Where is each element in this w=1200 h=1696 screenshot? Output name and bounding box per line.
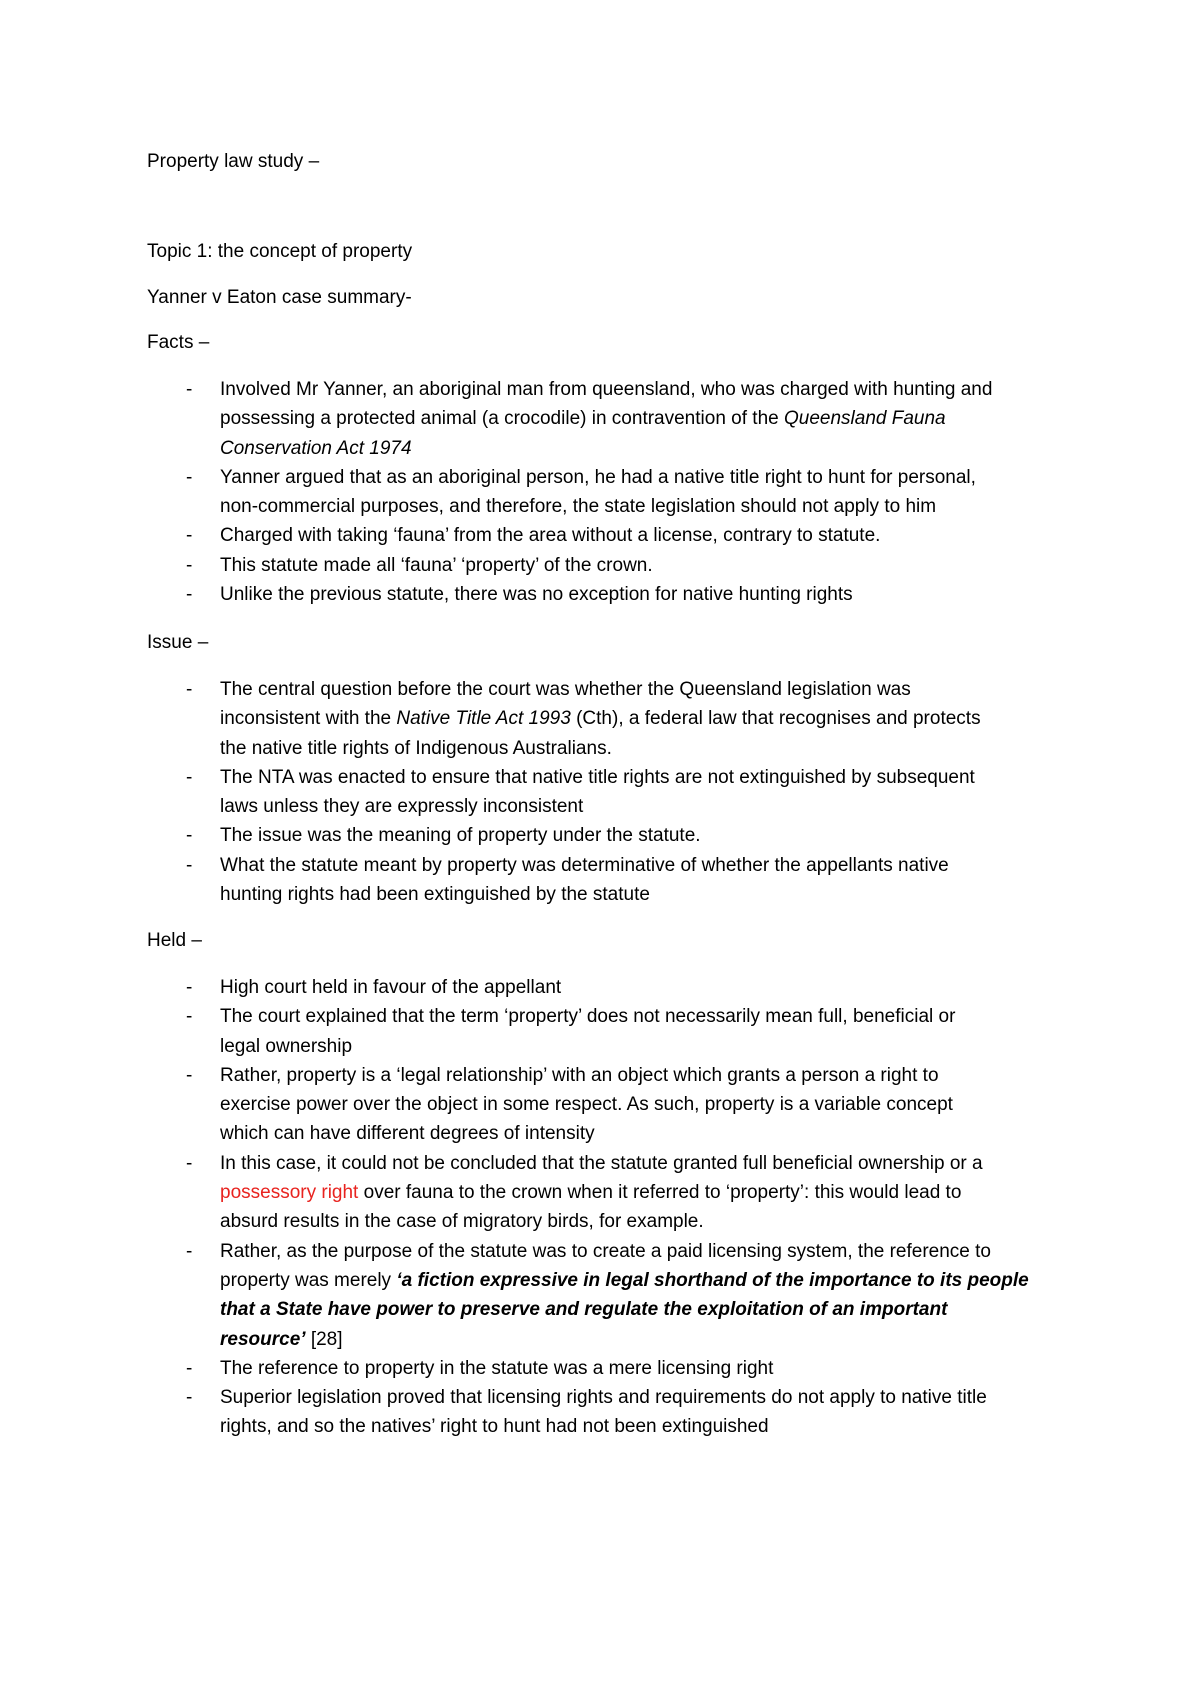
bullet-dash: - xyxy=(186,825,193,847)
issue-list xyxy=(0,675,1200,909)
highlighted-term: possessory right xyxy=(220,1182,359,1204)
list-item: - The central question before the court was whether the Queensland legislation was inconsistent with the Native Title Act 1993 (Cth), a federal law that recognises and protects the native title rights of Indigenous Australians. xyxy=(0,675,1200,763)
bullet-dash: - xyxy=(186,1387,193,1409)
facts-list xyxy=(0,375,1200,609)
document-title: Property law study – xyxy=(147,151,320,172)
list-item: - Unlike the previous statute, there was no exception for native hunting rights xyxy=(0,580,1200,609)
list-item: - Charged with taking ‘fauna’ from the area without a license, contrary to statute. xyxy=(0,521,1200,550)
quote: that a State have power to preserve and regulate the exploitation of an important xyxy=(220,1299,948,1321)
bullet-dash: - xyxy=(186,379,193,400)
bullet-dash: - xyxy=(186,1006,193,1028)
bullet-dash: - xyxy=(186,1357,193,1379)
case-heading: Yanner v Eaton case summary- xyxy=(147,287,412,308)
list-item: - What the statute meant by property was determinative of whether the appellants native hunting rights had been extinguished by the statute xyxy=(0,851,1200,910)
list-item: - Superior legislation proved that licensing rights and requirements do not apply to native title rights, and so the natives’ right to hunt had not been extinguished xyxy=(0,1383,1200,1442)
list-item: - In this case, it could not be concluded that the statute granted full beneficial ownership or a possessory right over fauna to the crown when it referred to ‘property’: this would lead to absurd results in the case of migratory birds, for example. xyxy=(0,1149,1200,1237)
list-item: - This statute made all ‘fauna’ ‘property’ of the crown. xyxy=(0,551,1200,580)
list-item: - The NTA was enacted to ensure that native title rights are not extinguished by subsequent laws unless they are expressly inconsistent xyxy=(0,763,1200,822)
list-item: - The reference to property in the statute was a mere licensing right xyxy=(0,1354,1200,1383)
held-list xyxy=(0,973,1200,1442)
list-item: - Rather, property is a ‘legal relationship’ with an object which grants a person a right to exercise power over the object in some respect. As such, property is a variable concept which can have different degrees of intensity xyxy=(0,1061,1200,1149)
list-item: - High court held in favour of the appellant xyxy=(0,973,1200,1002)
quote: ‘a fiction expressive in legal shorthand of the importance to its people xyxy=(396,1269,1029,1291)
bullet-dash: - xyxy=(186,1064,193,1086)
facts-heading: Facts – xyxy=(147,332,210,353)
list-item: - Yanner argued that as an aboriginal person, he had a native title right to hunt for personal, non-commercial purposes, and therefore, the state legislation should not apply to him xyxy=(0,463,1200,522)
list-item: - The issue was the meaning of property under the statute. xyxy=(0,821,1200,850)
list-item: - Rather, as the purpose of the statute was to create a paid licensing system, the reference to property was merely ‘a fiction expressive in legal shorthand of the importance to its people that a State have power to preserve and regulate the exploitation of an important resource’ [28] xyxy=(0,1237,1200,1354)
bullet-dash: - xyxy=(186,1240,193,1262)
list-item: - The court explained that the term ‘property’ does not necessarily mean full, beneficial or legal ownership xyxy=(0,1002,1200,1061)
quote: resource’ xyxy=(220,1328,306,1350)
list-item: - Involved Mr Yanner, an aboriginal man from queensland, who was charged with hunting and possessing a protected animal (a crocodile) in contravention of the Queensland Fauna Conservation Act 1974 xyxy=(0,375,1200,463)
bullet-dash: - xyxy=(186,554,193,576)
bullet-dash: - xyxy=(186,1152,193,1174)
bullet-dash: - xyxy=(186,584,193,606)
citation: [28] xyxy=(305,1328,343,1350)
topic-heading: Topic 1: the concept of property xyxy=(147,241,413,262)
held-heading: Held – xyxy=(147,930,202,951)
bullet-dash: - xyxy=(186,766,193,788)
bullet-dash: - xyxy=(186,854,193,876)
issue-heading: Issue – xyxy=(147,632,209,653)
bullet-dash: - xyxy=(186,466,193,488)
bullet-dash: - xyxy=(186,679,193,700)
bullet-dash: - xyxy=(186,525,193,547)
bullet-dash: - xyxy=(186,977,193,998)
